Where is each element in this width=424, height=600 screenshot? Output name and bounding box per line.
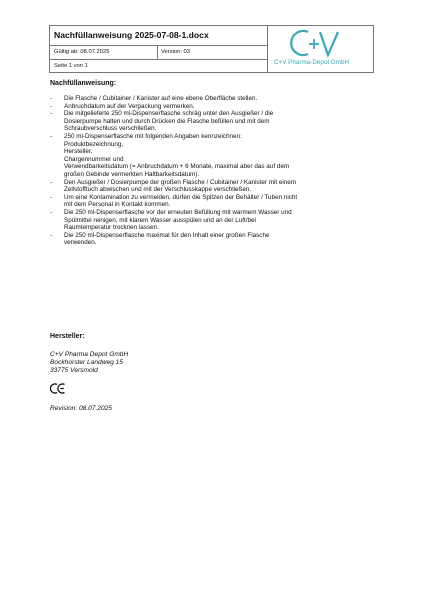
header-meta-row xyxy=(50,46,267,60)
header-title-cell xyxy=(50,26,267,46)
list-item: - 250 ml-Dispenserflasche mit folgenden Angaben kennzeichnen: Produktbezeichnung, Hersteller, Chargennummer und Verwendbarkeitsdatum (= Anbruchdatum + 6 Monate, maximal aber das auf dem großen Gebinde vermerkten Haltbarkeitsdatum). xyxy=(50,132,290,178)
header-cell-divider xyxy=(157,46,158,60)
revision-date: Revision: 08.07.2025 xyxy=(50,405,112,412)
document-title: Nachfüllanweisung 2025-07-08-1.docx xyxy=(54,30,209,40)
company-logo xyxy=(268,26,374,72)
refill-instructions-list xyxy=(50,95,380,247)
manufacturer-city: 33775 Versmold xyxy=(50,367,98,374)
list-item: - Die Flasche / Cubitainer / Kanister auf eine ebene Oberfläche stellen. xyxy=(50,95,258,102)
document-header-table xyxy=(49,25,374,73)
list-item: - Die 250 ml-Dispenserflasche vor der erneuten Befüllung mit warmem Wasser und Spülmittel reinigen, mit klarem Wasser ausspülen und an der Luft/bei Raumtemperatur trocknen lassen. xyxy=(50,208,292,232)
manufacturer-name: C+V Pharma Depot GmbH xyxy=(50,351,129,358)
manufacturer-heading: Hersteller: xyxy=(50,333,85,340)
list-item: - Anbruchdatum auf der Verpackung vermerken. xyxy=(50,102,195,110)
page-number: Seite 1 von 1 xyxy=(54,63,88,69)
manufacturer-street: Bockhorster Landweg 15 xyxy=(50,359,123,366)
list-item: - Den Ausgießer / Dosierpumpe der großen Flasche / Cubitainer / Kanister mit einem Zellstofftuch abwischen und mit der Verschlusskappe verschließen. xyxy=(50,178,297,194)
valid-from: Gültig ab: 08.07.2025 xyxy=(54,49,110,55)
list-item: - Die mitgelieferte 250 ml-Dispenserflasche schräg unter den Ausgießer / die Dosierpumpe halten und durch Drücken die Flasche befüllen und mit dem Schraubverschluss verschließen. xyxy=(50,110,274,133)
version: Version: 03 xyxy=(161,49,191,55)
manufacturer-address xyxy=(50,351,128,375)
list-item: - Um eine Kontamination zu vermeiden, dürfen die Spitzen der Behälter / Tuben nicht mit dem Personal in Kontakt kommen. xyxy=(50,193,298,209)
list-item: - Die 250 ml-Dispenserflasche maximal für den Inhalt einer großen Flasche verwenden. xyxy=(50,231,270,247)
company-logo-text: C+V Pharma-Depot GmbH xyxy=(274,59,350,66)
header-page-row xyxy=(50,60,267,73)
ce-mark-icon xyxy=(50,383,66,394)
section-heading: Nachfüllanweisung: xyxy=(50,80,117,87)
